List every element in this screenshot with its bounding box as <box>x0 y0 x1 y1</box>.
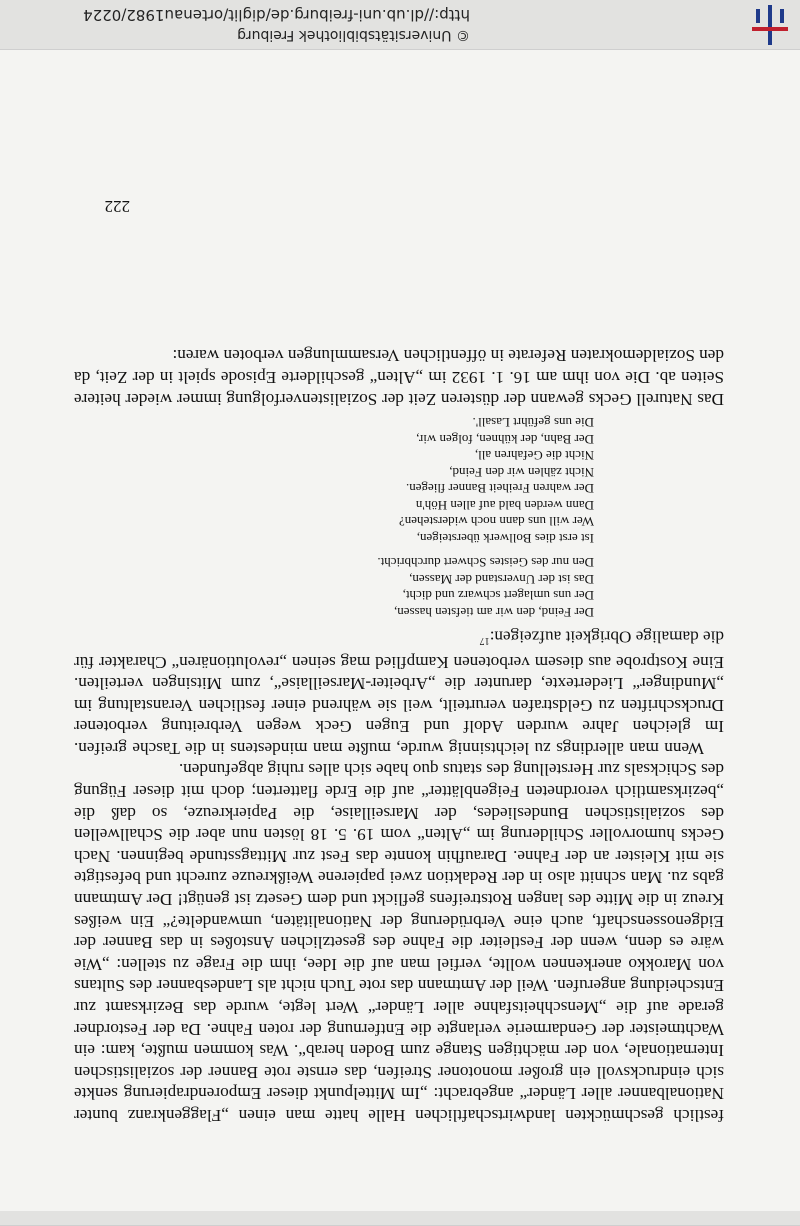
poem-line: Der uns umlagert schwarz und dicht, <box>402 588 594 604</box>
poem <box>74 414 594 620</box>
university-logo-icon <box>750 5 790 45</box>
poem-line: Wer will uns dann noch widerstehen? <box>399 514 594 530</box>
poem-line: Nicht zählen wir den Feind, <box>449 464 594 480</box>
poem-line: Der Feind, den wir am tiefsten hassen, <box>393 604 594 620</box>
poem-line: Den nur des Geistes Schwert durchbricht. <box>377 555 594 571</box>
footer-strip <box>0 1211 800 1226</box>
page-text <box>74 345 724 1126</box>
stanza-gap <box>74 546 594 554</box>
footnote-reference: 17 <box>479 634 490 646</box>
header-bar <box>0 0 800 50</box>
paragraph-1: festlich geschmückten landwirtschaftlichen Halle hatte man einen „Flaggenkranz bunter Nationalbanner aller Länder“ angebracht: „Im Mittelpunkt dieser Emporendrapierung senkte sich eindrucksvoll ein großer monotoner Streifen, das ernste rote Banner der sozialistischen Internationale, von der mächtigen Stange zum Boden herab“. Was kommen mußte, kam: ein Wachtmeister der Gendarmerie verlangte die Entfernung der roten Fahne. Da der Festordner gerade auf die „Menschheitsfahne aller Länder“ Wert legte, wurde das Bezirksamt zur Entscheidung angerufen. Weil der Amtmann das rote Tuch nicht als Landesbanner des Sultans von Marokko anerkennen wollte, verfiel man auf die Idee, ihm die Frage zu stellen: „Wie wäre es denn, wenn der Festleiter die Fahne des gesetzlichen Anstoßes in das Banner der Eidgenossenschaft, auch eine Verbrüderung der Nationalitäten, umwandelte?“ Ein weißes Kreuz in die Mitte des langen Rotstreifens geflickt und dem Gesetz ist genügt! Der Amtmann gabs zu. Man schnitt also in der Redaktion zwei papierene Weißkreuze zurecht und befestigte sie mit Kleister an der Fahne. Daraufhin konnte das Fest zur Mittagsstunde beginnen. Nach Gecks humorvoller Schilderung im „Alten“ vom 19. 5. 18 lösten nun aber die Schallwellen des sozialistischen Bundesliedes, der Marseillaise, die Papierkreuze, so daß die „bezirksamtlich verordneten Feigenblätter“ auf die Erde flatterten; doch mit dieser Fügung des Schicksals zur Herstellung des status quo habe sich alles ruhig abgefunden. <box>74 760 724 1125</box>
paragraph-3: Das Naturell Gecks gewann der düsteren Zeit der Sozialistenverfolgung immer wieder heitere Seiten ab. Die von ihm am 16. 1. 1932 im „Alten“ geschilderte Episode spielt in der Zeit, da den Sozialdemokraten Referate in öffentlichen Versammlungen verboten waren: <box>74 346 724 409</box>
page-number: 222 <box>104 197 130 216</box>
poem-line: Der Bahn, der kühnen, folgen wir, <box>416 431 594 447</box>
source-url-link[interactable]: http://dl.ub.uni-freiburg.de/diglit/ortenau1982/0224 <box>83 6 470 24</box>
paragraph-2-text: Wenn man allerdings zu leichtsinnig wurde, mußte man mindestens in die Tasche greifen. Im gleichen Jahre wurden Adolf und Eugen Geck wegen Verbreitung verbotener Druckschriften zu Geldstrafen verurteilt, weil sie während einer festlichen Veranstaltung im „Mundinger“ Liedertexte, darunter die „Arbeiter-Marseillaise“, zum Mitsingen verteilten. Eine Kostprobe aus diesem verbotenen Kampflied mag seinen „revolutionären“ Charakter für die damalige Obrigkeit aufzeigen: <box>74 627 724 758</box>
poem-line: Ist erst dies Bollwerk übersteigen, <box>416 530 594 546</box>
paragraph-2 <box>74 626 724 759</box>
poem-line: Der wahren Freiheit Banner fliegen. <box>405 481 594 497</box>
poem-line: Dann werden bald auf allen Höh'n <box>415 497 594 513</box>
header-text <box>20 5 470 45</box>
copyright-notice: © Universitätsbibliothek Freiburg <box>237 27 470 43</box>
poem-line: Das ist der Unverstand der Massen, <box>409 571 594 587</box>
poem-line: Die uns geführt Lasall'. <box>472 415 594 431</box>
poem-line: Nicht die Gefahren all, <box>474 448 594 464</box>
